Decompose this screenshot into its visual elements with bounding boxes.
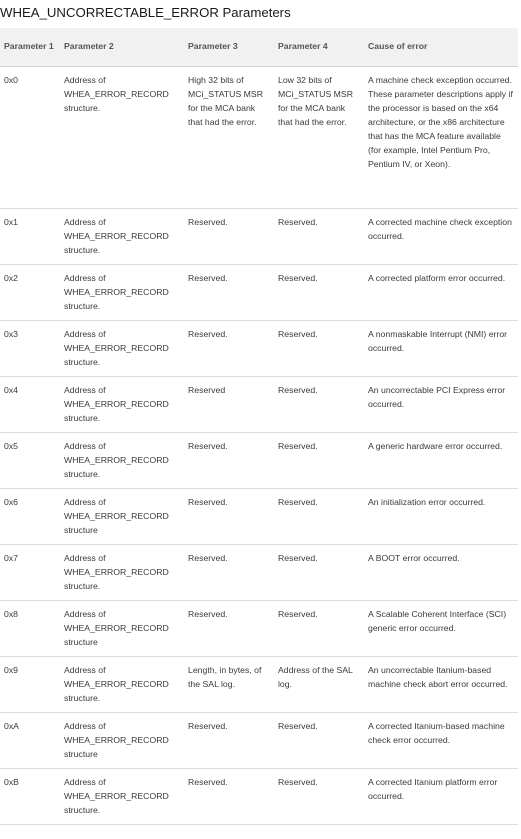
cell-cause: A corrected Itanium-based machine check error occurred. [364, 712, 518, 768]
cell-parameter-2: Address of WHEA_ERROR_RECORD structure. [60, 432, 184, 488]
cell-parameter-2: Address of WHEA_ERROR_RECORD structure [60, 488, 184, 544]
header-parameter-3: Parameter 3 [184, 28, 274, 66]
cell-parameter-1: 0x3 [0, 320, 60, 376]
table-row [0, 768, 518, 824]
cell-parameter-4: Reserved. [274, 488, 364, 544]
cell-parameter-4: Reserved. [274, 320, 364, 376]
table-row [0, 544, 518, 600]
cell-parameter-2: Address of WHEA_ERROR_RECORD structure. [60, 66, 184, 208]
cell-parameter-3: Reserved. [184, 264, 274, 320]
cell-parameter-4: Reserved. [274, 600, 364, 656]
cell-parameter-3: Length, in bytes, of the SAL log. [184, 656, 274, 712]
page-title: WHEA_UNCORRECTABLE_ERROR Parameters [0, 5, 291, 20]
cell-cause: A machine check exception occurred. These parameter descriptions apply if the processor is based on the x64 architecture, or the x86 architecture that has the MCA feature available (for example, Intel Pentium Pro, Pentium IV, or Xeon). [364, 66, 518, 208]
cell-cause: A generic hardware error occurred. [364, 432, 518, 488]
table-row [0, 656, 518, 712]
cell-parameter-4: Reserved. [274, 208, 364, 264]
cell-parameter-1: 0x2 [0, 264, 60, 320]
parameters-table [0, 28, 518, 825]
header-parameter-4: Parameter 4 [274, 28, 364, 66]
cell-parameter-1: 0x1 [0, 208, 60, 264]
table-row [0, 600, 518, 656]
cell-parameter-2: Address of WHEA_ERROR_RECORD structure [60, 600, 184, 656]
cell-parameter-1: 0x9 [0, 656, 60, 712]
cell-parameter-2: Address of WHEA_ERROR_RECORD structure. [60, 320, 184, 376]
table-row [0, 320, 518, 376]
cell-parameter-1: 0x5 [0, 432, 60, 488]
cell-cause: An uncorrectable PCI Express error occurred. [364, 376, 518, 432]
cell-cause: A BOOT error occurred. [364, 544, 518, 600]
cell-parameter-1: 0x8 [0, 600, 60, 656]
header-parameter-1: Parameter 1 [0, 28, 60, 66]
table-row [0, 488, 518, 544]
table-row [0, 712, 518, 768]
cell-parameter-2: Address of WHEA_ERROR_RECORD structure. [60, 264, 184, 320]
cell-cause: A corrected machine check exception occurred. [364, 208, 518, 264]
cell-parameter-4: Reserved. [274, 264, 364, 320]
cell-parameter-1: 0xA [0, 712, 60, 768]
cell-parameter-3: Reserved. [184, 712, 274, 768]
table-row [0, 264, 518, 320]
table-row [0, 432, 518, 488]
cell-parameter-2: Address of WHEA_ERROR_RECORD structure. [60, 208, 184, 264]
cell-parameter-3: Reserved [184, 376, 274, 432]
cell-parameter-4: Low 32 bits of MCi_STATUS MSR for the MCA bank that had the error. [274, 66, 364, 208]
cell-parameter-2: Address of WHEA_ERROR_RECORD structure. [60, 544, 184, 600]
cell-cause: A corrected Itanium platform error occurred. [364, 768, 518, 824]
cell-cause: A corrected platform error occurred. [364, 264, 518, 320]
cell-cause: An uncorrectable Itanium-based machine check abort error occurred. [364, 656, 518, 712]
cell-parameter-3: Reserved. [184, 320, 274, 376]
cell-parameter-3: Reserved. [184, 768, 274, 824]
cell-parameter-2: Address of WHEA_ERROR_RECORD structure. [60, 768, 184, 824]
cell-parameter-1: 0x6 [0, 488, 60, 544]
cell-parameter-4: Reserved. [274, 544, 364, 600]
table-row [0, 208, 518, 264]
cell-parameter-2: Address of WHEA_ERROR_RECORD structure. [60, 376, 184, 432]
cell-parameter-1: 0x0 [0, 66, 60, 208]
cell-parameter-4: Reserved. [274, 432, 364, 488]
table-header-row [0, 28, 518, 66]
cell-cause: A nonmaskable Interrupt (NMI) error occurred. [364, 320, 518, 376]
cell-parameter-1: 0xB [0, 768, 60, 824]
cell-parameter-2: Address of WHEA_ERROR_RECORD structure. [60, 656, 184, 712]
cell-parameter-3: Reserved. [184, 432, 274, 488]
cell-parameter-4: Reserved. [274, 376, 364, 432]
cell-parameter-3: Reserved. [184, 208, 274, 264]
cell-parameter-3: Reserved. [184, 600, 274, 656]
cell-parameter-1: 0x4 [0, 376, 60, 432]
header-cause-of-error: Cause of error [364, 28, 518, 66]
cell-parameter-2: Address of WHEA_ERROR_RECORD structure [60, 712, 184, 768]
cell-parameter-4: Address of the SAL log. [274, 656, 364, 712]
cell-parameter-3: Reserved. [184, 488, 274, 544]
cell-parameter-3: High 32 bits of MCi_STATUS MSR for the MCA bank that had the error. [184, 66, 274, 208]
cell-cause: A Scalable Coherent Interface (SCI) generic error occurred. [364, 600, 518, 656]
table-row [0, 376, 518, 432]
header-parameter-2: Parameter 2 [60, 28, 184, 66]
cell-parameter-4: Reserved. [274, 768, 364, 824]
cell-parameter-4: Reserved. [274, 712, 364, 768]
cell-parameter-3: Reserved. [184, 544, 274, 600]
table-row [0, 66, 518, 208]
cell-cause: An initialization error occurred. [364, 488, 518, 544]
cell-parameter-1: 0x7 [0, 544, 60, 600]
